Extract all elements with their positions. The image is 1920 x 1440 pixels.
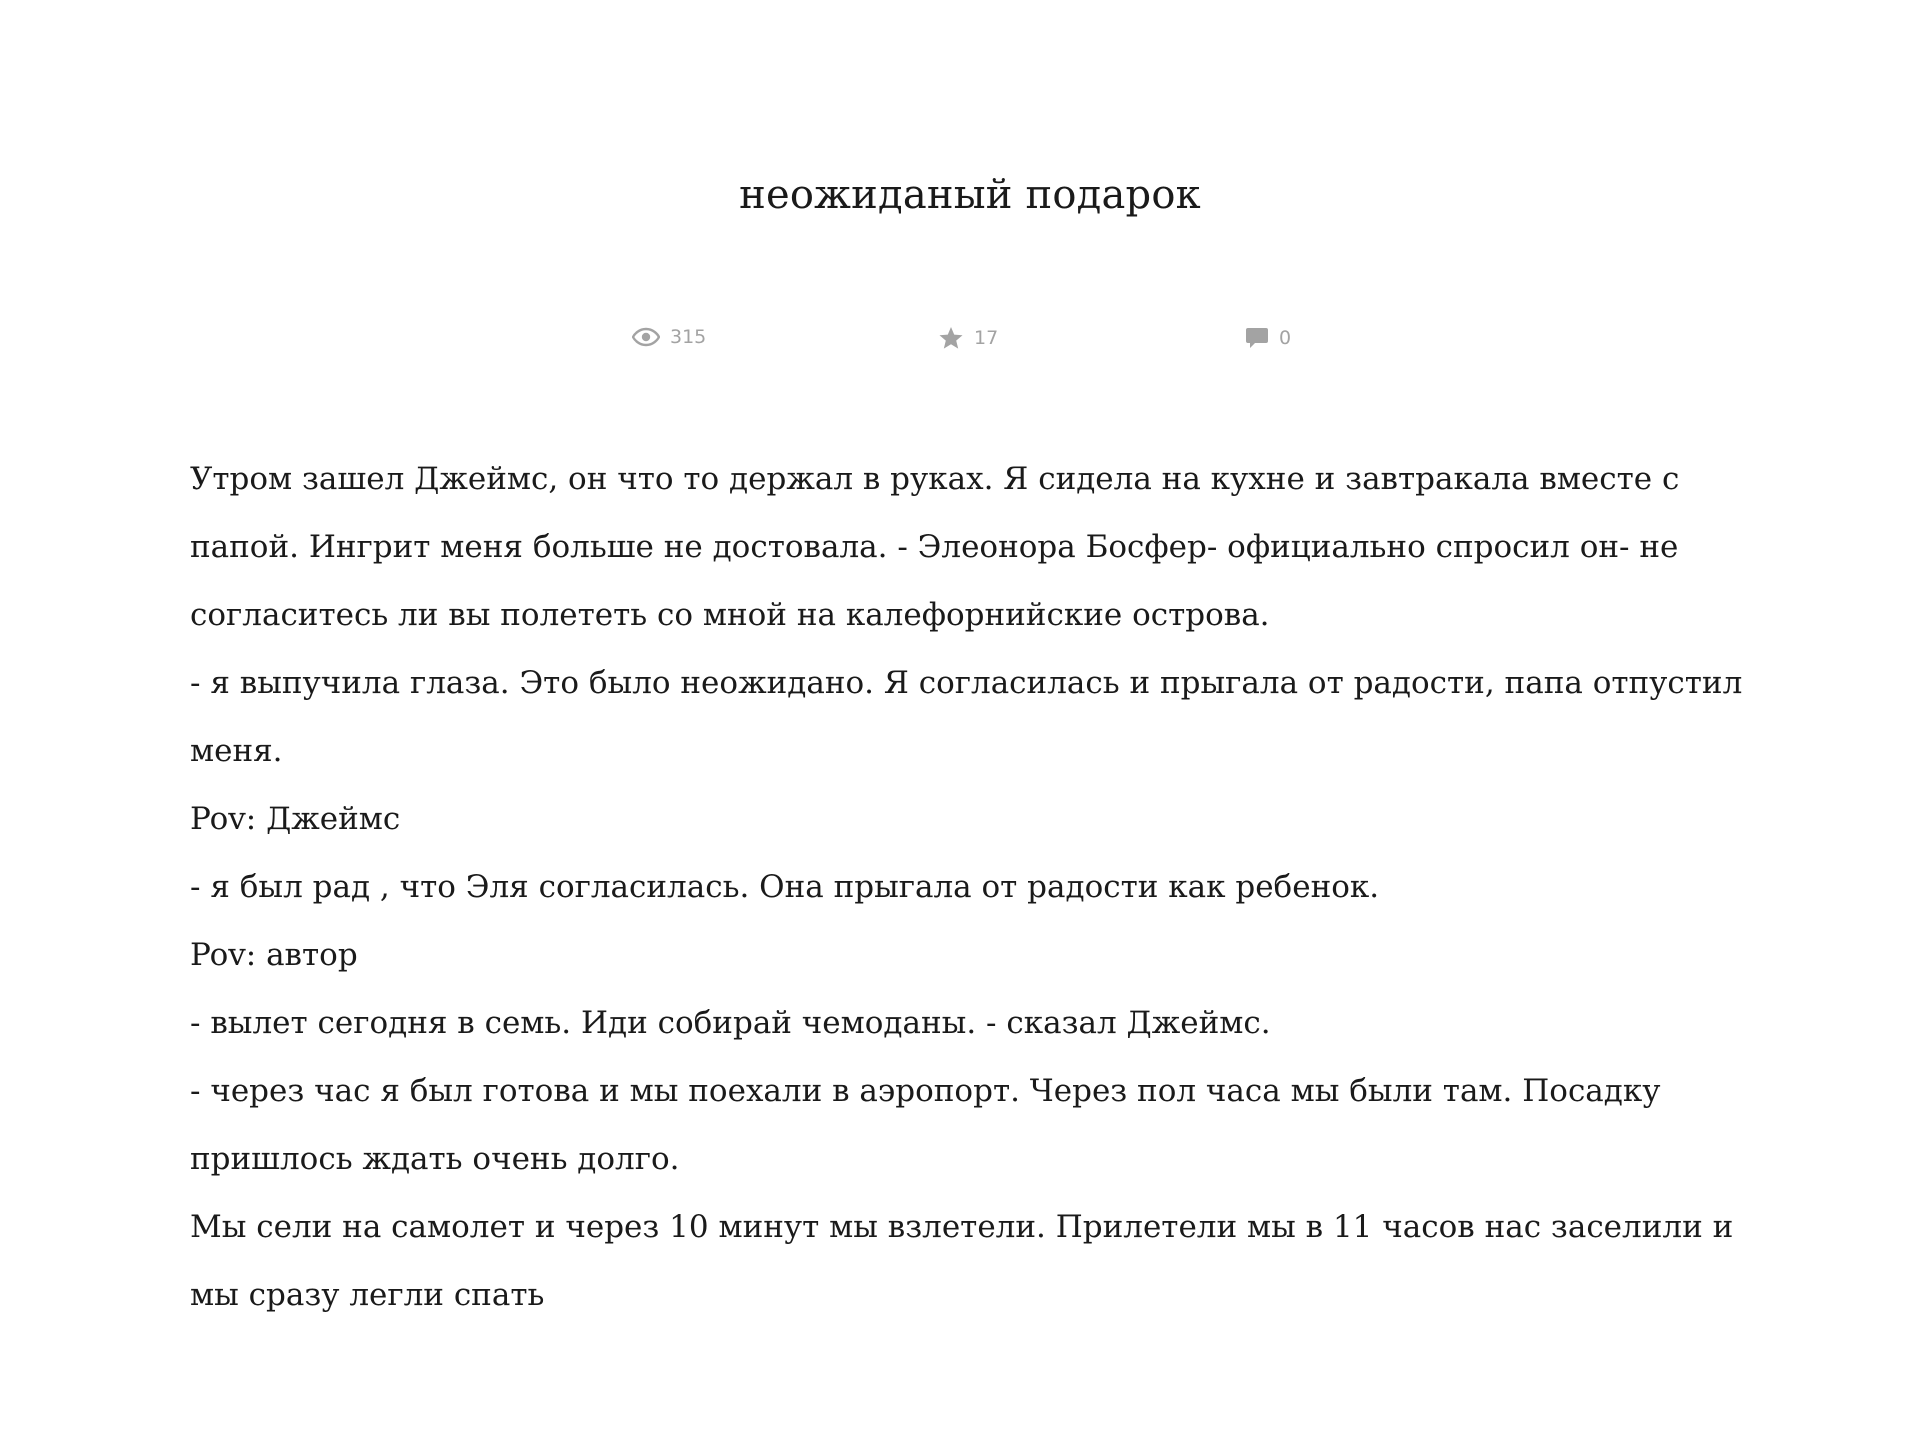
story-text [190,445,1750,1329]
comments-stat[interactable] [1245,326,1291,350]
story-paragraph: Pov: Джеймс [190,801,401,837]
story-paragraph: Мы сели на самолет и через 10 минут мы взлетели. Прилетели мы в 11 часов нас заселили и мы сразу легли спать [190,1209,1734,1313]
story-paragraph: Утром зашел Джеймс, он что то держал в руках. Я сидела на кухне и завтракала вместе с папой. Ингрит меня больше не достовала. - Элеонора Босфер- официально спросил он- не согласитесь ли вы полететь со мной на калефорнийские острова. [190,461,1680,633]
story-paragraph: - вылет сегодня в семь. Иди собирай чемоданы. - сказал Джеймс. [190,1005,1271,1041]
views-count: 315 [670,326,707,348]
story-stats [0,326,1920,356]
comment-bubble-icon[interactable] [1245,326,1269,350]
story-paragraph: - через час я был готова и мы поехали в аэропорт. Через пол часа мы были там. Посадку пришлось ждать очень долго. [190,1073,1661,1177]
likes-stat[interactable] [938,326,998,350]
story-paragraph: - я выпучила глаза. Это было неожидано. Я согласилась и прыгала от радости, папа отпустил меня. [190,665,1743,769]
likes-count: 17 [974,327,999,349]
story-paragraph: - я был рад , что Эля согласилась. Она прыгала от радости как ребенок. [190,869,1380,905]
views-stat [632,326,706,348]
comments-count: 0 [1279,327,1292,349]
story-title: неожиданый подарок [739,172,1201,218]
star-icon[interactable] [938,326,964,350]
eye-icon [632,327,660,347]
story-paragraph: Pov: автор [190,937,358,973]
